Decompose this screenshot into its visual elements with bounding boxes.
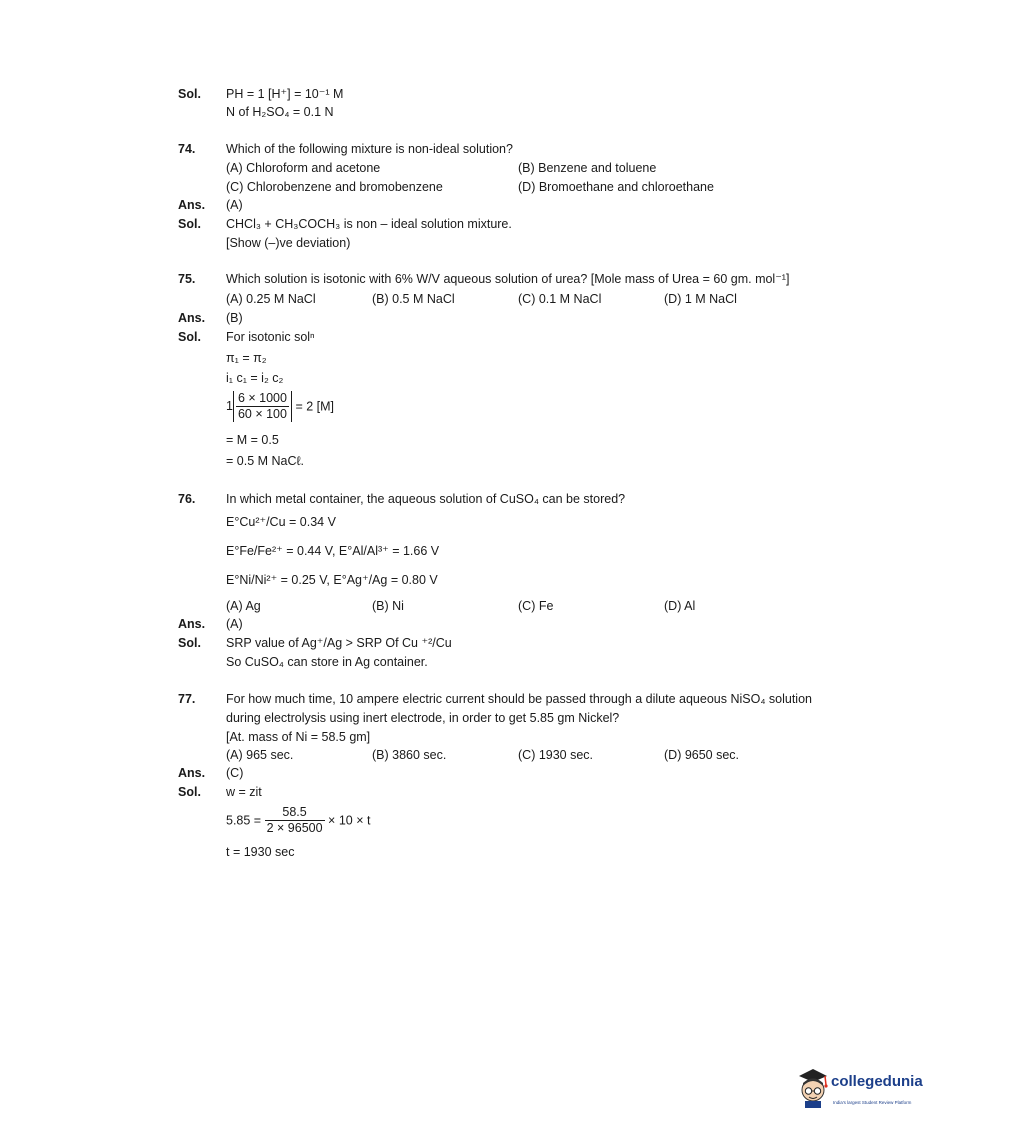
q74-solution-line1: CHCl₃ + CH₃COCH₃ is non – ideal solution mixture. (226, 217, 512, 231)
q76-option-a: (A) Ag (226, 599, 261, 613)
q74-question: Which of the following mixture is non-ideal solution? (226, 142, 513, 156)
q75-option-a: (A) 0.25 M NaCl (226, 292, 316, 306)
q74-option-b: (B) Benzene and toluene (518, 161, 657, 175)
mascot-icon (795, 1066, 831, 1108)
q75-solution-line1: For isotonic solⁿ (226, 330, 315, 344)
q76-question: In which metal container, the aqueous solution of CuSO₄ can be stored? (226, 492, 626, 506)
q75-solution-line5: = 0.5 M NaCℓ. (226, 454, 305, 468)
q77-equation-lhs: 5.85 = (226, 813, 262, 828)
q77-question-line2: during electrolysis using inert electrode, in order to get 5.85 gm Nickel? (226, 711, 620, 725)
logo-tagline: India's largest Student Review Platform (833, 1100, 912, 1105)
q75-solution-line3: i₁ c₁ = i₂ c₂ (226, 371, 284, 385)
q77-question-line3: [At. mass of Ni = 58.5 gm] (226, 730, 371, 744)
q75-solution-line4: = M = 0.5 (226, 433, 279, 447)
q76-potential-1: E°Cu²⁺/Cu = 0.34 V (226, 515, 336, 529)
q75-answer: (B) (226, 311, 243, 325)
top-sol-line1: PH = 1 [H⁺] = 10⁻¹ M (226, 87, 344, 101)
sol-label: Sol. (178, 87, 201, 101)
q77-ans-label: Ans. (178, 766, 206, 780)
q74-number: 74. (178, 142, 196, 156)
q75-solution-line2: π₁ = π₂ (226, 351, 267, 365)
q77-solution-line3: t = 1930 sec (226, 845, 295, 859)
q75-fraction (236, 391, 289, 422)
q77-equation-rhs: × 10 × t (328, 813, 371, 828)
q77-fraction-numerator: 58.5 (265, 805, 325, 821)
q77-fraction (265, 805, 325, 836)
q76-option-d: (D) Al (664, 599, 696, 613)
q76-number: 76. (178, 492, 196, 506)
q77-option-d: (D) 9650 sec. (664, 748, 740, 762)
q76-ans-label: Ans. (178, 617, 206, 631)
q77-sol-label: Sol. (178, 785, 201, 799)
q75-option-c: (C) 0.1 M NaCl (518, 292, 602, 306)
q75-option-b: (B) 0.5 M NaCl (372, 292, 455, 306)
q76-option-b: (B) Ni (372, 599, 404, 613)
q76-answer: (A) (226, 617, 243, 631)
q74-answer: (A) (226, 198, 243, 212)
q74-option-a: (A) Chloroform and acetone (226, 161, 381, 175)
q74-option-c: (C) Chlorobenzene and bromobenzene (226, 180, 443, 194)
q76-potential-3: E°Ni/Ni²⁺ = 0.25 V, E°Ag⁺/Ag = 0.80 V (226, 573, 438, 587)
q75-number: 75. (178, 272, 196, 286)
q75-fraction-expression (226, 391, 334, 422)
q77-solution-line1: w = zit (226, 785, 262, 799)
q76-option-c: (C) Fe (518, 599, 554, 613)
q77-question-line1: For how much time, 10 ampere electric current should be passed through a dilute aqueous NiSO₄ solution (226, 692, 812, 706)
q75-fraction-result: = 2 [M] (295, 399, 335, 414)
q76-solution-line2: So CuSO₄ can store in Ag container. (226, 655, 428, 669)
q75-fraction-prefix: 1 (226, 398, 233, 413)
q76-potential-2: E°Fe/Fe²⁺ = 0.44 V, E°Al/Al³⁺ = 1.66 V (226, 544, 440, 558)
top-sol-line2: N of H₂SO₄ = 0.1 N (226, 105, 334, 119)
q75-sol-label: Sol. (178, 330, 201, 344)
q75-fraction-denominator: 60 × 100 (237, 407, 287, 421)
q74-option-d: (D) Bromoethane and chloroethane (518, 180, 714, 194)
q74-solution-line2: [Show (–)ve deviation) (226, 236, 351, 250)
logo-name: collegedunia (831, 1073, 923, 1090)
q77-option-a: (A) 965 sec. (226, 748, 294, 762)
q77-option-c: (C) 1930 sec. (518, 748, 594, 762)
q76-sol-label: Sol. (178, 636, 201, 650)
q77-answer: (C) (226, 766, 244, 780)
q77-option-b: (B) 3860 sec. (372, 748, 447, 762)
q77-fraction-denominator: 2 × 96500 (266, 821, 323, 835)
q75-option-d: (D) 1 M NaCl (664, 292, 737, 306)
q77-number: 77. (178, 692, 196, 706)
q74-ans-label: Ans. (178, 198, 206, 212)
q75-fraction-numerator: 6 × 1000 (237, 391, 287, 405)
q77-equation (226, 805, 370, 836)
q76-solution-line1: SRP value of Ag⁺/Ag > SRP Of Cu ⁺²/Cu (226, 636, 452, 650)
q75-question: Which solution is isotonic with 6% W/V aqueous solution of urea? [Mole mass of Urea = 60 gm. mol⁻¹] (226, 272, 790, 286)
q74-sol-label: Sol. (178, 217, 201, 231)
q75-ans-label: Ans. (178, 311, 206, 325)
